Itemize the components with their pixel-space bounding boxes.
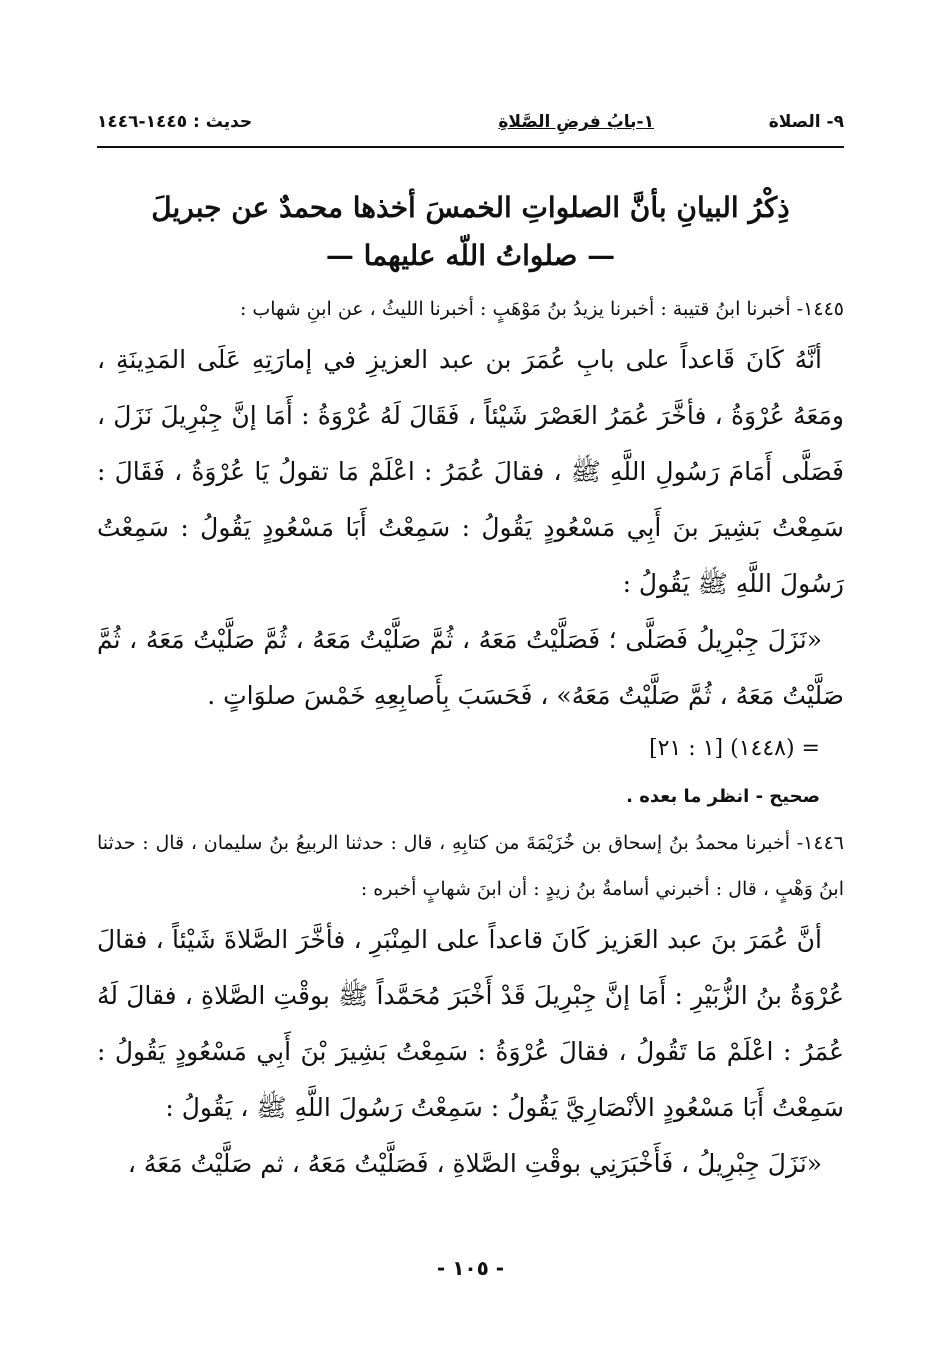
- chapter-title: ٩- الصلاة: [768, 112, 844, 132]
- running-header: [97, 108, 844, 148]
- hadith-1445-grade: صحيح - انظر ما بعده .: [626, 786, 820, 807]
- hadith-1445-isnad: ١٤٤٥- أخبرنا ابنُ قتيبة : أخبرنا يزيدُ بنُ مَوْهَبٍ : أخبرنا الليثُ ، عن ابنِ شهاب :: [239, 298, 844, 320]
- page-number: - ١٠٥ -: [436, 1256, 505, 1280]
- hadith-1446-quote: «نَزَلَ جِبْرِيلُ ، فَأَخْبَرَنِي بوقْتِ الصَّلاةِ ، فَصَلَّيْتُ مَعَهُ ، ثم صَلَّيْتُ مَعَهُ ،: [127, 1149, 822, 1178]
- hadith-1445-text: أنَّهُ كَانَ قَاعداً على بابِ عُمَرَ بن عبد العزيزِ في إمارَتِهِ عَلَى المَدِينَةِ ، ومَعَهُ عُرْوَةُ ، فأخَّرَ عُمَرُ العَصْرَ شَيْئاً ، فَقَالَ لَهُ عُرْوَةُ : أَمَا إنَّ جِبْرِيلَ نَزَلَ ، فَصَلَّى أَمَامَ رَسُولِ اللَّهِ ﷺ ، فقالَ عُمَرُ : اعْلَمْ مَا تقولُ يَا عُرْوَةُ ، فَقَالَ : سَمِعْتُ بَشِيرَ بنَ أَبِي مَسْعُودٍ يَقُولُ : سَمِعْتُ أَبَا مَسْعُودٍ يَقُولُ : سَمِعْتُ رَسُولَ اللَّهِ ﷺ يَقُولُ :: [97, 345, 844, 598]
- chapter-heading: [97, 184, 844, 280]
- section-title: ١-بابُ فرضِ الصَّلاةِ: [498, 112, 654, 132]
- hadith-1445-quote: «نَزَلَ جِبْرِيلُ فَصَلَّى ؛ فَصَلَّيْتُ مَعَهُ ، ثُمَّ صَلَّيْتُ مَعَهُ ، ثُمَّ صَلَّيْتُ مَعَهُ ، ثُمَّ صَلَّيْتُ مَعَهُ ، ثُمَّ صَلَّيْتُ مَعَهُ» ، فَحَسَبَ بِأَصابِعِهِ خَمْسَ صلوَاتٍ .: [97, 625, 844, 710]
- page-body: [97, 184, 844, 1192]
- heading-line-1: ذِكْرُ البيانِ بأنَّ الصلواتِ الخمسَ أخذها محمدٌ عن جبريلَ: [151, 191, 790, 224]
- heading-line-2: — صلواتُ اللّه عليهما —: [325, 239, 616, 272]
- hadith-1446-text: أنَّ عُمَرَ بنَ عبد العَزيز كَانَ قاعداً على المِنْبَرِ ، فأخَّرَ الصَّلاةَ شَيْئاً ، فقالَ عُرْوَةُ بنُ الزُّبَيْرِ : أَمَا إنَّ جِبْرِيلَ قَدْ أَخْبَرَ مُحَمَّداً ﷺ بوقْتِ الصَّلاةِ ، فقالَ لَهُ عُمَرُ : اعْلَمْ مَا تَقُولُ ، فقالَ عُرْوَةُ : سَمِعْتُ بَشِيرَ بْنَ أَبِي مَسْعُودٍ يَقُولُ : سَمِعْتُ أَبَا مَسْعُودٍ الأنْصَارِيَّ يَقُولُ : سَمِعْتُ رَسُولَ اللَّهِ ﷺ ، يَقُولُ :: [97, 925, 844, 1122]
- hadith-1446-isnad: ١٤٤٦- أخبرنا محمدُ بنُ إسحاق بن خُزَيْمَةَ من كتابِهِ ، قال : حدثنا الربيعُ بنُ سليمان ، قال : حدثنا ابنُ وَهْبٍ ، قال : أخبرني أسامةُ بنُ زيدٍ : أن ابنَ شهابٍ أخبره :: [97, 832, 844, 900]
- hadith-range: حديث : ١٤٤٥-١٤٤٦: [97, 112, 253, 132]
- hadith-1445-reference: = (١٤٤٨) [١ : ٢١]: [649, 736, 820, 761]
